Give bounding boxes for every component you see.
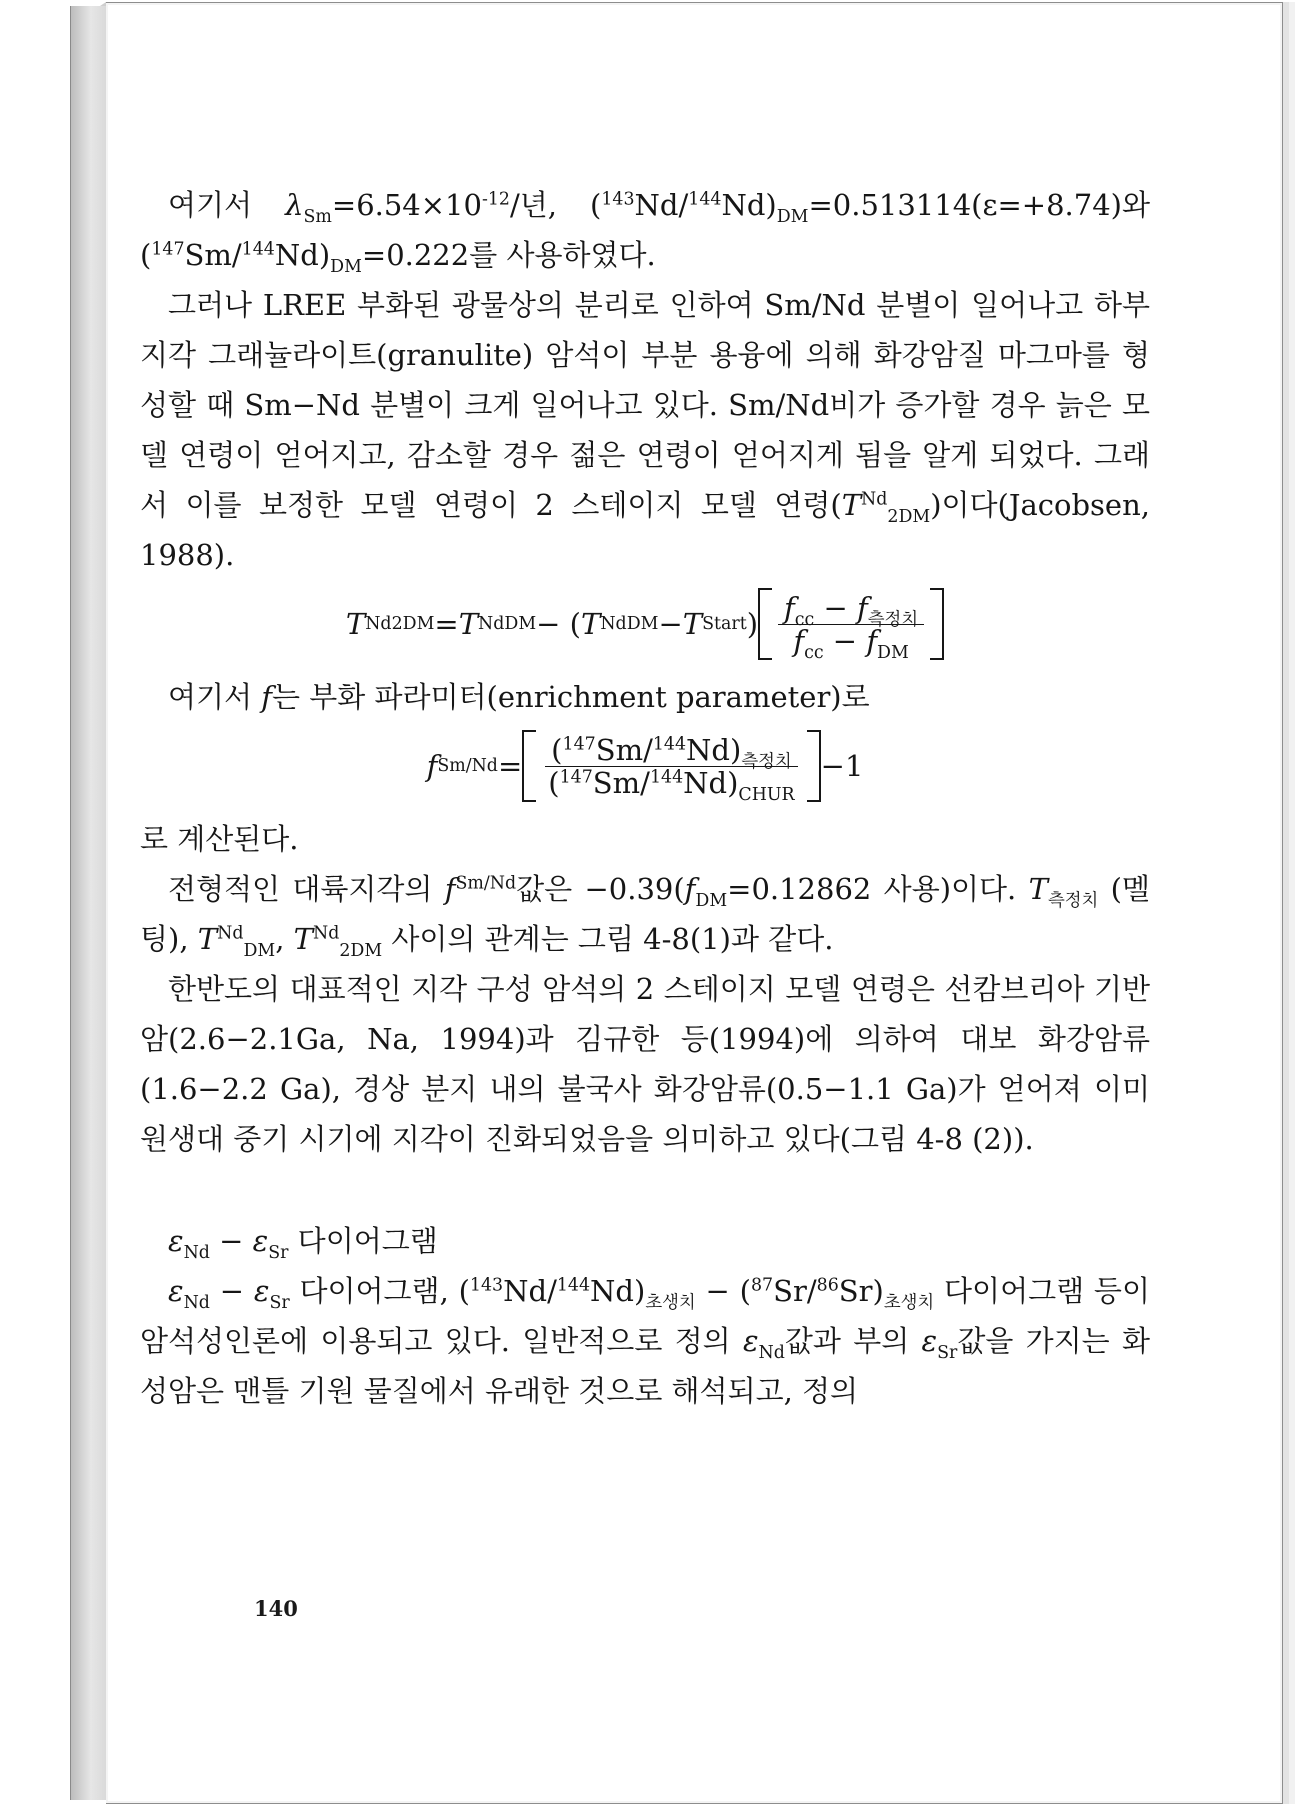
left-bracket bbox=[522, 730, 536, 802]
book-spine bbox=[70, 6, 107, 1800]
paragraph-sm-nd-fractionation: 그러나 LREE 부화된 광물상의 분리로 인하여 Sm/Nd 분별이 일어나고 하부 지각 그래뉼라이트(granulite) 암석이 부분 용융에 의해 화강암질 마그마를 형성할 때 Sm−Nd 분별이 크게 일어나고 있다. Sm/Nd비가 증가할 경우 늙은 모델 연령이 얻어지고, 감소할 경우 젊은 연령이 얻어지게 됨을 알게 되었다. 그래서 이를 보정한 모델 연령이 2 스테이지 모델 연령$(T^{Nd}_{2DM})$이다(Jacobsen, 1988). bbox=[140, 288, 1150, 572]
paragraph-enrichment: 여기서 f는 부화 파라미터(enrichment parameter)로 bbox=[168, 680, 870, 714]
equation-fraction: $\frac{(^{147}Sm/^{144}Nd)_{측정치}}{(^{147}Sm/^{144}Nd)_{CHUR}}$ bbox=[542, 734, 800, 799]
paragraph-calculated: 로 계산된다. bbox=[140, 822, 299, 856]
paragraph-continental-crust: 전형적인 대륙지각의 $f^{Sm/Nd}$값은 $-0.39(f_{DM}=0.12862$ 사용)이다. $T_{측정치}$ (멜팅), $T^{Nd}_{DM}$, $T^{Nd}_{2DM}$ 사이의 관계는 그림 4-8(1)과 같다. bbox=[140, 872, 1150, 961]
right-bracket bbox=[807, 730, 821, 802]
equation-f-sm-nd: f Sm/Nd = $\frac{(^{147}Sm/^{144}Nd)_{측정치}}{(^{147}Sm/^{144}Nd)_{CHUR}}$ −1 bbox=[140, 728, 1150, 804]
right-bracket bbox=[930, 588, 944, 660]
paragraph-korean-peninsula: 한반도의 대표적인 지각 구성 암석의 2 스테이지 모델 연령은 선캄브리아 기반암(2.6−2.1Ga, Na, 1994)과 김규한 등(1994)에 의하여 대보 화강암류(1.6−2.2 Ga), 경상 분지 내의 불국사 화강암류(0.5−1.1 Ga)가 얻어져 이미 원생대 중기 시기에 지각이 진화되었음을 의미하고 있다(그림 4-8 (2)). bbox=[140, 972, 1150, 1156]
left-bracket bbox=[758, 588, 772, 660]
paragraph-decay-constants: 여기서 $\lambda_{Sm}=6.54\times 10^{-12}/$년, $(^{143}Nd/^{144}Nd)_{DM}=0.513114(\varepsilon=+8.74)$와 $(^{147}Sm/^{144}Nd)_{DM}=0.222$를 사용하였다. bbox=[140, 188, 1150, 277]
page-number: 140 bbox=[254, 1596, 298, 1621]
section-heading-epsilon-diagram: $\varepsilon_{Nd} - \varepsilon_{Sr}$ 다이어그램 bbox=[168, 1224, 438, 1263]
page-content bbox=[140, 180, 1150, 1416]
equation-fraction: $\frac{f_{cc} - f_{측정치}}{f_{cc} - f_{DM}}$ bbox=[778, 592, 924, 657]
equation-t2dm: T Nd 2DM = T Nd DM − ( T Nd DM − T Start ) $\frac{f_{cc} - f_{측정치}}{f_{cc} - f_{DM}}$ bbox=[140, 586, 1150, 662]
paragraph-epsilon-diagram: $\varepsilon_{Nd} - \varepsilon_{Sr}$ 다이어그램, $(^{143}Nd/^{144}Nd)_{초생치} - (^{87}Sr/^{86}Sr)_{초생치}$ 다이어그램 등이 암석성인론에 이용되고 있다. 일반적으로 정의 $\varepsilon_{Nd}$값과 부의 $\varepsilon_{Sr}$값을 가지는 화성암은 맨틀 기원 물질에서 유래한 것으로 해석되고, 정의 bbox=[140, 1274, 1150, 1408]
